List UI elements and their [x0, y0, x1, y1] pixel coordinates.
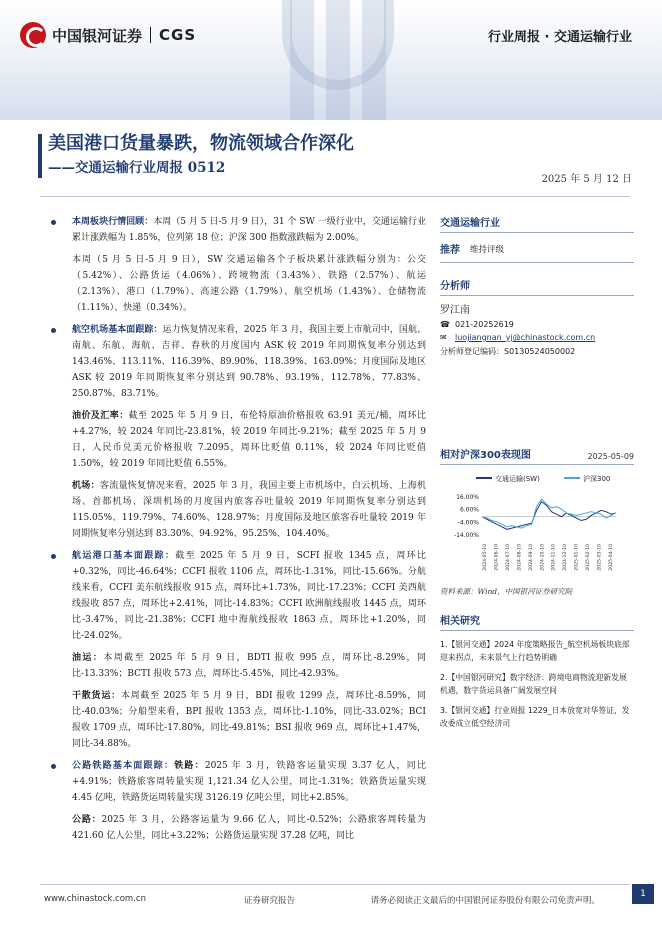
- analyst-email: [440, 333, 634, 342]
- report-date: 2025 年 5 月 12 日: [541, 174, 632, 185]
- x-tick-label: 2025-01-10: [574, 544, 580, 571]
- x-tick-label: 2024-08-10: [517, 544, 523, 571]
- related-item[interactable]: 1.【银河交通】2024 年度策略报告_航空机场板块底部迎来拐点，未来景气上行趋势明确: [440, 640, 630, 662]
- footer-doc-type: 证券研究报告: [244, 896, 296, 906]
- x-tick-label: 2025-03-10: [597, 544, 603, 571]
- rating-row: [440, 241, 634, 263]
- paragraph-highway: 公路：2025 年 3 月，公路客运量为 9.66 亿人，同比-0.52%；公路旅客周转量为 421.60 亿人公里，同比+3.22%；公路货运量实现 37.28 亿吨，同比: [72, 815, 426, 841]
- footer-divider: [40, 884, 630, 885]
- footer-website[interactable]: www.chinastock.com.cn: [44, 894, 146, 904]
- paragraph-tanker: 油运：本周截至 2025 年 5 月 9 日，BDTI 报收 995 点，周环比-8.29%，同比-13.33%；BCTI 报收 573 点，周环比-5.45%，同比-42.93%。: [72, 653, 426, 679]
- paragraph-oil-fx: 油价及汇率：截至 2025 年 5 月 9 日，布伦特原油价格报收 63.91 美元/桶，周环比+4.27%，较 2024 年同比-23.81%，较 2019 年同比-9.21%；截至 2025 年 5 月 9 日，人民币兑美元价格报收 7.2095，周环比贬值 0.11%，较 2024 年同比贬值 1.50%，较 2019 年同比贬值 6.55%。: [72, 411, 426, 469]
- logo-text-cn: 中国银河证券: [52, 26, 143, 45]
- related-title: 相关研究: [440, 612, 634, 631]
- related-item[interactable]: 2.【中国银河研究】数字经济：跨境电商物流迎新发展机遇，数字货运具备广阔发展空间: [440, 673, 627, 695]
- related-item[interactable]: 3.【银河交通】行业周报 1229_日本放宽对华签证，发改委成立低空经济司: [440, 706, 630, 728]
- logo-separator: [150, 27, 151, 43]
- title-block: [44, 132, 624, 180]
- paragraph-subsector: 本周（5 月 5 日-5 月 9 日），SW 交通运输各个子板块累计涨跌幅分别为：公交（5.42%）、公路货运（4.06%）、跨境物流（3.43%）、铁路（2.57%）、航运（2.13%）、港口（1.79%）、高速公路（1.79%）、航空机场（1.43%）、仓储物流（1.11%）、快递（0.34%）。: [72, 255, 426, 313]
- x-tick-label: 2024-07-10: [505, 544, 511, 571]
- email-link[interactable]: luojiangnan_yj@chinastock.com.cn: [455, 333, 596, 342]
- analyst-section-title: 分析师: [440, 277, 634, 296]
- y-tick-label: -4.00%: [457, 519, 479, 527]
- performance-chart: [440, 470, 634, 582]
- logo-text-en: CGS: [159, 26, 197, 44]
- company-logo[interactable]: [20, 22, 196, 48]
- chart-header: [440, 446, 634, 465]
- report-title: 美国港口货量暴跌，物流领域合作深化: [48, 133, 354, 154]
- divider: [40, 196, 630, 197]
- paragraph-shipping: 航运港口基本面跟踪：截至 2025 年 5 月 9 日，SCFI 报收 1345 点，周环比+0.32%，同比-46.64%；CCFI 报收 1106 点，周环比-1.31%，同比-15.66%。分航线来看，CCFI 美东航线报收 915 点，周环比+1.73%，同比-17.23%；CCFI 美西航线报收 857 点，周环比+2.41%，同比-14.83%；CCFI 欧洲航线报收 1445 点，周环比-3.47%，同比-21.38%；CCFI 地中海航线报收 1863 点，周环比+1.20%，同比-24.02%。: [48, 548, 426, 644]
- paragraph-dry-bulk: 干散货运：本周截至 2025 年 5 月 9 日，BDI 报收 1299 点，周环比-8.59%，同比-40.03%；分船型来看，BPI 报收 1353 点，周环比-1.10%，同比-33.02%；BCI 报收 1709 点，周环比-17.80%，同比-49.81%；BSI 报收 969 点，周环比+1.47%，同比-34.88%。: [72, 691, 426, 749]
- x-tick-label: 2025-02-10: [586, 544, 592, 571]
- x-tick-label: 2025-04-10: [609, 544, 614, 571]
- x-tick-label: 2024-12-10: [563, 544, 569, 571]
- mail-icon: ✉: [440, 333, 447, 342]
- chart-date: 2025-05-09: [587, 452, 634, 461]
- analyst-phone: ☎ 021-20252619: [440, 320, 514, 329]
- logo-icon: [20, 22, 46, 48]
- y-tick-label: -14.00%: [453, 531, 479, 539]
- report-category: 行业周报 · 交通运输行业: [488, 30, 632, 45]
- paragraph-airport: 机场：客流量恢复情况来看，2025 年 3 月，我国主要上市机场中，白云机场、上海机场、首都机场、深圳机场的月度国内旅客吞吐量较 2019 年同期恢复率分别达到 115.05%、119.79%、74.60%、128.97%；月度国际及地区旅客吞吐量较 2019 年同期恢复率分别达到 83.30%、94.92%、95.25%、104.40%。: [72, 481, 426, 539]
- industry-label: 交通运输行业: [440, 214, 634, 233]
- legend-label: 沪深300: [583, 475, 611, 483]
- related-research: [440, 612, 634, 730]
- y-tick-label: 16.00%: [456, 494, 479, 502]
- x-tick-label: 2024-09-10: [528, 544, 534, 571]
- header-banner: [0, 0, 662, 120]
- rating-label: 推荐: [440, 245, 460, 256]
- title-accent-bar: [38, 134, 42, 178]
- analyst-name: 罗江南: [440, 305, 470, 316]
- analyst-registration: 分析师登记编码：S0130524050002: [440, 347, 576, 356]
- x-tick-label: 2024-11-10: [551, 544, 557, 571]
- x-tick-label: 2024-10-10: [540, 544, 546, 571]
- chart-source: 资料来源：Wind，中国银河证券研究院: [440, 587, 573, 596]
- chart-svg: [440, 470, 634, 582]
- sidebar: [440, 214, 634, 357]
- x-tick-label: 2024-06-10: [494, 544, 500, 571]
- chart-title: 相对沪深300表现图: [440, 450, 531, 461]
- report-subtitle: ——交通运输行业周报 0512: [48, 160, 226, 176]
- y-tick-label: 6.00%: [459, 506, 479, 514]
- paragraph-railway: 公路铁路基本面跟踪：铁路：2025 年 3 月，铁路客运量实现 3.37 亿人，同比+4.91%；铁路旅客周转量实现 1,121.34 亿人公里，同比-1.31%；铁路货运量实现 4.45 亿吨，铁路货运周转量实现 3126.19 亿吨公里，同比+2.85%。: [48, 758, 426, 806]
- legend-label: 交通运输(SW): [495, 475, 540, 483]
- paragraph-sector-review: 本周板块行情回顾：本周（5 月 5 日-5 月 9 日），31 个 SW 一级行业中，交通运输行业累计涨跌幅为 1.85%，位列第 18 位；沪深 300 指数涨跌幅为 2.00%。: [48, 214, 426, 246]
- phone-icon: ☎: [440, 320, 450, 329]
- footer-disclaimer: 请务必阅读正文最后的中国银河证券股份有限公司免责声明。: [370, 896, 600, 906]
- page-number: 1: [632, 884, 654, 904]
- main-content: [48, 214, 426, 850]
- x-tick-label: 2024-05-10: [483, 544, 488, 571]
- paragraph-aviation: 航空机场基本面跟踪：运力恢复情况来看，2025 年 3 月，我国主要上市航司中，国航、南航、东航、海航、吉祥、春秋的月度国内 ASK 较 2019 年同期恢复率分别达到 143.46%、113.11%、116.39%、89.90%、118.39%、163.09%；月度国际及地区 ASK 较 2019 年同期恢复率分别达到 90.78%、93.19%、112.78%、77.83%、250.87%、83.71%。: [48, 322, 426, 402]
- rating-value: 维持评级: [470, 244, 505, 255]
